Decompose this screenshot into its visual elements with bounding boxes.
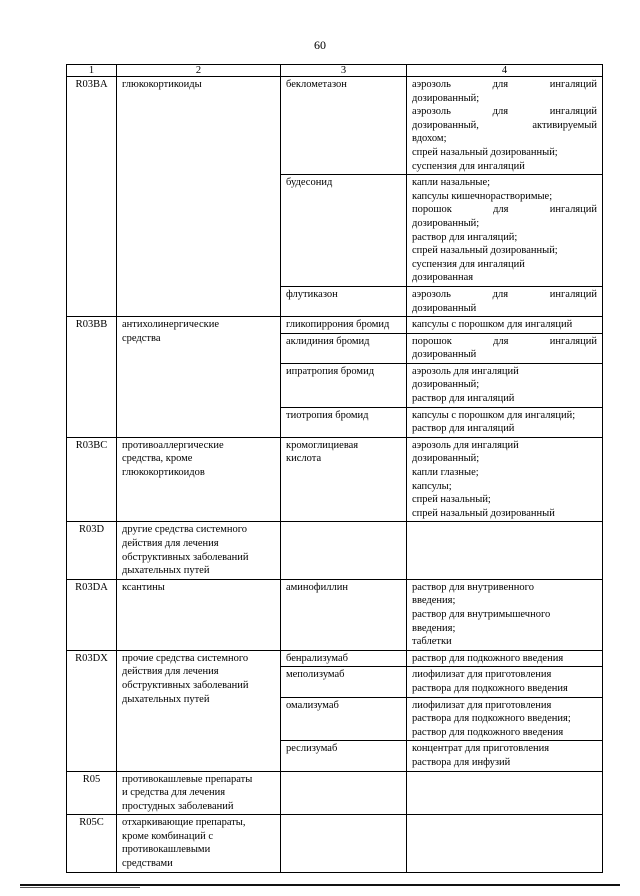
dosage-form-line: лиофилизат для приготовления xyxy=(412,699,552,711)
line-word: аэрозоль xyxy=(412,106,451,118)
cell-line: кислота xyxy=(286,453,322,465)
group-name-cell xyxy=(117,579,281,650)
dosage-form-line: аэрозоль для ингаляций xyxy=(412,439,519,451)
dosage-form-line: капсулы с порошком для ингаляций xyxy=(412,319,573,331)
dosage-form-line: дозированный xyxy=(412,302,477,314)
atc-code-cell: R05 xyxy=(67,771,117,815)
dosage-form-line: раствора для инфузий xyxy=(412,756,511,768)
cell-line: будесонид xyxy=(286,177,333,189)
cell-line: аклидиния бромид xyxy=(286,335,370,347)
cell-line: противоаллергические xyxy=(122,439,224,451)
dosage-form-line: дозированный; xyxy=(412,217,480,229)
drug-table xyxy=(66,64,603,873)
drug-name-cell xyxy=(281,286,407,316)
line-word: ингаляций xyxy=(549,335,597,347)
cell-line: средства, кроме xyxy=(122,453,193,465)
dosage-form-cell xyxy=(407,522,603,579)
line-word: порошок xyxy=(412,204,452,216)
dosage-form-cell xyxy=(407,317,603,334)
atc-code-cell: R05C xyxy=(67,815,117,872)
cell-line: меполизумаб xyxy=(286,669,345,681)
atc-code-cell: R03DA xyxy=(67,579,117,650)
cell-line: обструктивных заболеваний xyxy=(122,551,249,563)
cell-line: отхаркивающие препараты, xyxy=(122,817,246,829)
drug-name-cell xyxy=(281,650,407,667)
dosage-form-cell xyxy=(407,697,603,741)
dosage-form-line: вдохом; xyxy=(412,133,447,145)
atc-code-cell: R03BA xyxy=(67,77,117,317)
drug-name-cell xyxy=(281,363,407,407)
line-word: порошок xyxy=(412,335,452,347)
table-body xyxy=(67,77,603,873)
dosage-form-line: дозированный; xyxy=(412,92,480,104)
cell-line: глюкокортикоидов xyxy=(122,467,205,479)
dosage-form-cell xyxy=(407,407,603,437)
dosage-form-line: капсулы; xyxy=(412,480,452,492)
dosage-form-line: дозированная xyxy=(412,272,474,284)
cell-line: противокашлевые препараты xyxy=(122,773,253,785)
dosage-form-line: лиофилизат для приготовления xyxy=(412,669,552,681)
dosage-form-cell xyxy=(407,363,603,407)
footer-rule-accent xyxy=(20,887,140,888)
line-word: активируемый xyxy=(532,119,597,131)
drug-name-cell xyxy=(281,771,407,815)
table-header-row xyxy=(67,65,603,77)
cell-line: омализумаб xyxy=(286,699,339,711)
cell-line: флутиказон xyxy=(286,288,338,300)
dosage-form-cell xyxy=(407,437,603,522)
dosage-form-cell xyxy=(407,175,603,287)
line-word: ингаляций xyxy=(549,106,597,118)
line-word: аэрозоль xyxy=(412,79,451,90)
cell-line: аминофиллин xyxy=(286,581,348,593)
drug-name-cell xyxy=(281,317,407,334)
line-word: для xyxy=(493,204,509,216)
line-word: ингаляций xyxy=(549,79,597,90)
drug-name-cell xyxy=(281,579,407,650)
dosage-form-line: суспензия для ингаляций xyxy=(412,258,525,270)
cell-line: беклометазон xyxy=(286,79,347,90)
dosage-form-line: спрей назальный дозированный xyxy=(412,507,555,519)
dosage-form-line: раствора для подкожного введения xyxy=(412,682,568,694)
line-word: ингаляций xyxy=(549,204,597,216)
dosage-form-cell xyxy=(407,286,603,316)
dosage-form-line: раствор для подкожного введения xyxy=(412,652,564,664)
drug-name-cell xyxy=(281,667,407,697)
dosage-form-line: дозированный xyxy=(412,349,477,361)
dosage-form-line: введения; xyxy=(412,595,456,607)
dosage-form-line: введения; xyxy=(412,622,456,634)
cell-line: обструктивных заболеваний xyxy=(122,679,249,691)
justified-line xyxy=(412,105,597,119)
group-name-cell xyxy=(117,522,281,579)
dosage-form-line: дозированный; xyxy=(412,453,480,465)
cell-line: средства xyxy=(122,332,161,344)
dosage-form-cell xyxy=(407,667,603,697)
table-row xyxy=(67,317,603,334)
atc-code-cell: R03BB xyxy=(67,317,117,438)
table-row xyxy=(67,579,603,650)
dosage-form-cell xyxy=(407,77,603,175)
drug-name-cell xyxy=(281,697,407,741)
table-row xyxy=(67,650,603,667)
column-header: 1 xyxy=(67,65,117,77)
drug-name-cell xyxy=(281,333,407,363)
justified-line xyxy=(412,203,597,217)
atc-code-cell: R03D xyxy=(67,522,117,579)
dosage-form-cell xyxy=(407,333,603,363)
cell-line: антихолинергические xyxy=(122,319,220,331)
page-number: 60 xyxy=(314,38,326,52)
table-row xyxy=(67,522,603,579)
cell-line: другие средства системного xyxy=(122,524,248,536)
drug-name-cell xyxy=(281,522,407,579)
cell-line: противокашлевыми xyxy=(122,844,211,856)
dosage-form-line: капсулы кишечнорастворимые; xyxy=(412,190,553,202)
dosage-form-line: капли глазные; xyxy=(412,467,479,479)
dosage-form-line: раствора для подкожного введения; xyxy=(412,713,571,725)
drug-name-cell xyxy=(281,741,407,771)
group-name-cell xyxy=(117,815,281,872)
drug-name-cell xyxy=(281,815,407,872)
dosage-form-line: таблетки xyxy=(412,636,452,648)
atc-code-cell: R03DX xyxy=(67,650,117,771)
group-name-cell xyxy=(117,771,281,815)
cell-line: прочие средства системного xyxy=(122,652,249,664)
dosage-form-line: суспензия для ингаляций xyxy=(412,160,525,172)
group-name-cell xyxy=(117,650,281,771)
dosage-form-cell xyxy=(407,741,603,771)
line-word: аэрозоль xyxy=(412,288,451,300)
cell-line: кромоглициевая xyxy=(286,439,359,451)
table-row xyxy=(67,771,603,815)
dosage-form-line: раствор для подкожного введения xyxy=(412,726,564,738)
atc-code-cell: R03BC xyxy=(67,437,117,522)
cell-line: средствами xyxy=(122,858,173,870)
cell-line: ксантины xyxy=(122,581,165,593)
drug-name-cell xyxy=(281,437,407,522)
cell-line: тиотропия бромид xyxy=(286,409,369,421)
cell-line: бенрализумаб xyxy=(286,652,348,664)
column-header: 2 xyxy=(117,65,281,77)
dosage-form-line: спрей назальный дозированный; xyxy=(412,245,558,257)
line-word: для xyxy=(492,79,509,90)
cell-line: реслизумаб xyxy=(286,743,338,755)
table-row xyxy=(67,437,603,522)
justified-line xyxy=(412,288,597,302)
cell-line: дыхательных путей xyxy=(122,693,210,705)
drug-name-cell xyxy=(281,407,407,437)
cell-line: кроме комбинаций с xyxy=(122,830,213,842)
justified-line xyxy=(412,335,597,349)
cell-line: действия для лечения xyxy=(122,538,219,549)
dosage-form-cell xyxy=(407,815,603,872)
column-header: 3 xyxy=(281,65,407,77)
dosage-form-line: концентрат для приготовления xyxy=(412,743,550,755)
dosage-form-line: раствор для ингаляций xyxy=(412,423,515,435)
table-row xyxy=(67,815,603,872)
table-row xyxy=(67,77,603,175)
footer-rule xyxy=(20,884,620,886)
dosage-form-line: раствор для внутримышечного xyxy=(412,608,551,620)
line-word: для xyxy=(492,106,509,118)
line-word: ингаляций xyxy=(549,288,597,300)
cell-line: действия для лечения xyxy=(122,666,219,678)
dosage-form-line: аэрозоль для ингаляций xyxy=(412,365,519,377)
group-name-cell xyxy=(117,437,281,522)
drug-name-cell xyxy=(281,175,407,287)
cell-line: дыхательных путей xyxy=(122,565,210,577)
group-name-cell xyxy=(117,317,281,438)
drug-name-cell xyxy=(281,77,407,175)
line-word: для xyxy=(492,288,509,300)
line-word: дозированный, xyxy=(412,119,479,131)
dosage-form-cell xyxy=(407,650,603,667)
dosage-form-cell xyxy=(407,579,603,650)
column-header: 4 xyxy=(407,65,603,77)
dosage-form-line: спрей назальный; xyxy=(412,494,491,506)
cell-line: простудных заболеваний xyxy=(122,800,234,812)
group-name-cell xyxy=(117,77,281,317)
cell-line: глюкокортикоиды xyxy=(122,79,202,90)
dosage-form-line: капсулы с порошком для ингаляций; xyxy=(412,409,576,421)
dosage-form-line: раствор для ингаляций; xyxy=(412,231,518,243)
dosage-form-line: дозированный; xyxy=(412,379,480,391)
line-word: для xyxy=(493,335,509,347)
dosage-form-cell xyxy=(407,771,603,815)
dosage-form-line: спрей назальный дозированный; xyxy=(412,146,558,158)
cell-line: и средства для лечения xyxy=(122,787,226,799)
cell-line: гликопиррония бромид xyxy=(286,319,390,331)
justified-line xyxy=(412,119,597,133)
dosage-form-line: капли назальные; xyxy=(412,177,491,189)
justified-line xyxy=(412,78,597,92)
dosage-form-line: раствор для внутривенного xyxy=(412,581,534,593)
dosage-form-line: раствор для ингаляций xyxy=(412,393,515,405)
cell-line: ипратропия бромид xyxy=(286,365,375,377)
